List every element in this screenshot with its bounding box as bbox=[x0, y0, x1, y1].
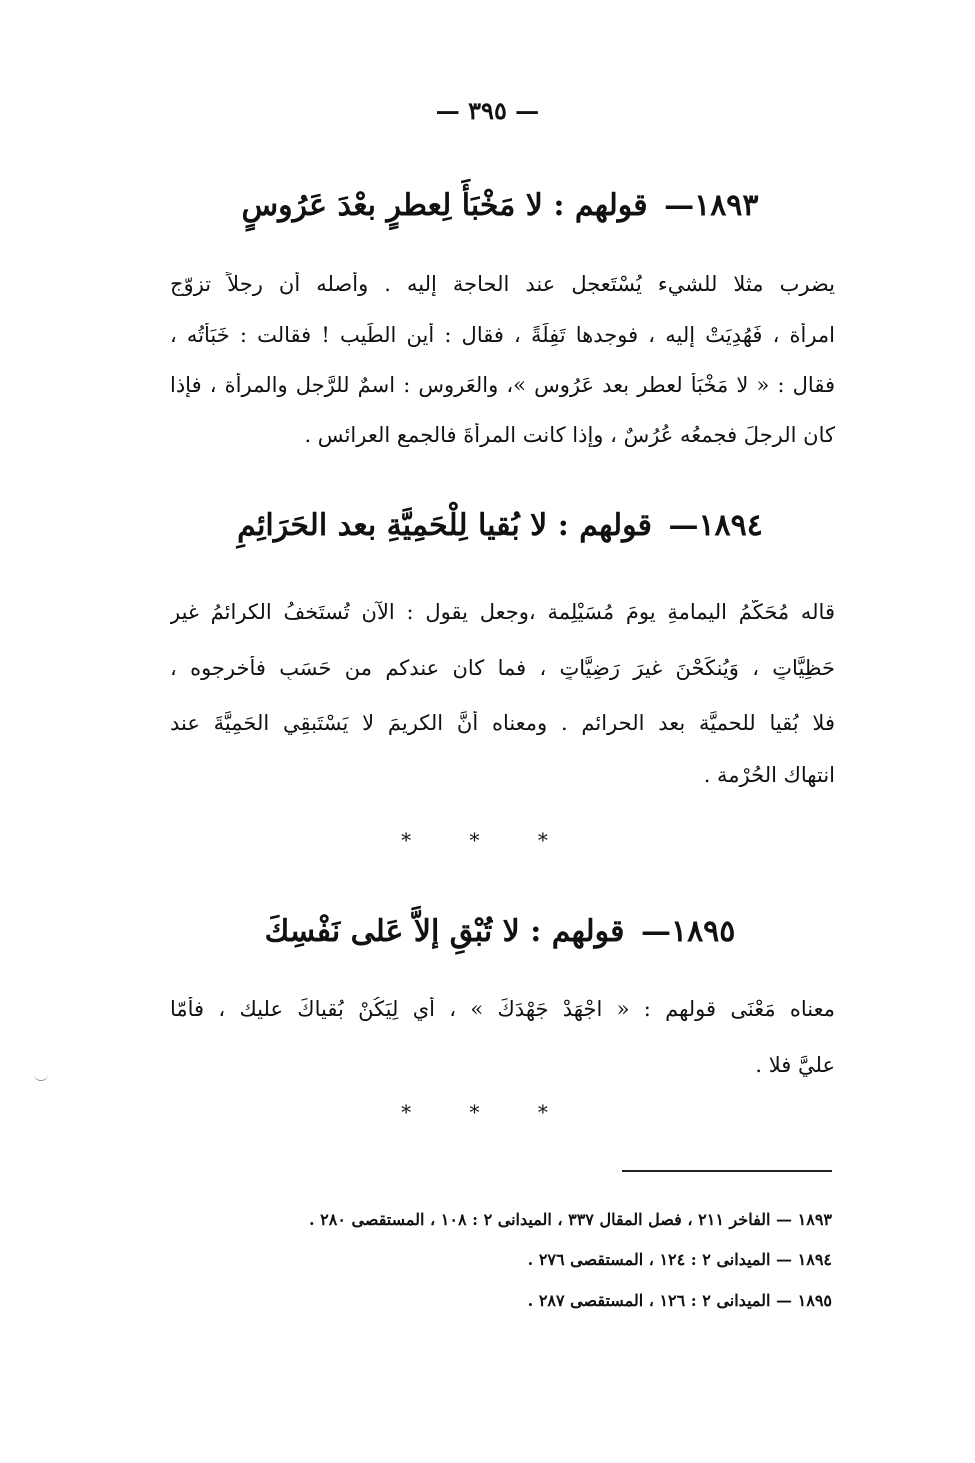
page-number: — ٣٩٥ — bbox=[435, 96, 540, 125]
entry-1893-line-2: امرأة ، فَهُدِيَتْ إليه ، فوجدها تَفِلَةً ، فقال : أين الطِّيب ! فقالت : خَبَأْتُه ، bbox=[170, 323, 835, 347]
entry-title: قولهم : لا مَخْبَأَ لِعطرٍ بعْدَ عَرُوسٍ bbox=[241, 188, 648, 223]
entry-number: ١٨٩٥— bbox=[640, 914, 736, 949]
footnote-rule bbox=[622, 1170, 832, 1172]
entry-1894-line-2: حَظِيَّاتٍ ، وَيُنكَحْنَ غيرَ رَضِيَّاتٍ ، فما كان عندكم من حَسَبٍ فأخرِجوه ، bbox=[170, 656, 835, 680]
entry-1895-line-2: عليَّ فلا . bbox=[755, 1053, 835, 1077]
entry-1894-line-3: فلا بُقيا للحميَّة بعد الحرائم . ومعناه أنَّ الكريمَ لا يَسْتَبقِي الحَمِيَّةَ عند bbox=[170, 711, 835, 735]
entry-number: ١٨٩٤— bbox=[668, 508, 763, 543]
entry-title: قولهم : لا تُبْقِ إلاَّ عَلى نَفْسِكَ bbox=[264, 914, 625, 949]
entry-heading-1894 bbox=[160, 508, 840, 543]
entry-1893-line-4: كان الرجلَ فجمعُه عُرُسٌ ، وإذا كانت المرأةَ فالجمع العرائس . bbox=[304, 423, 835, 447]
margin-mark bbox=[34, 1074, 48, 1081]
footnote-1894: ١٨٩٤ — الميدانى ٢ : ١٢٤ ، المستقصى ٢٧٦ . bbox=[527, 1250, 832, 1269]
footnote-1893: ١٨٩٣ — الفاخر ٢١١ ، فصل المقال ٣٣٧ ، الميدانى ٢ : ١٠٨ ، المستقصى ٢٨٠ . bbox=[308, 1210, 832, 1229]
entry-1893-line-3: فقال : « لا مَخْبَأَ لعطرٍ بعد عَرُوسٍ »، والعَروس : اسمٌ للرَّجل والمرأة ، فإذا bbox=[170, 373, 835, 397]
section-separator: * * * bbox=[401, 828, 574, 852]
section-separator: * * * bbox=[401, 1100, 574, 1124]
entry-number: ١٨٩٣— bbox=[664, 188, 759, 223]
entry-1893-line-1: يضرب مثلا للشيء يُسْتَعجل عند الحاجة إليه . وأصله أن رجلاً تزوّج bbox=[170, 272, 835, 296]
entry-heading-1893 bbox=[160, 188, 840, 223]
entry-1894-line-1: قاله مُحَكَّمُ اليمامةِ يومَ مُسَيْلِمة ،وجعل يقول : الآن تُستَخفُ الكرائمُ غير bbox=[170, 600, 835, 624]
entry-title: قولهم : لا بُقيا لِلْحَمِيَّةِ بعد الحَرَائِمِ bbox=[237, 508, 652, 543]
footnote-1895: ١٨٩٥ — الميدانى ٢ : ١٢٦ ، المستقصى ٢٨٧ . bbox=[527, 1291, 832, 1310]
entry-1895-line-1: معناه مَعْنَى قولهم : « اجْهَدْ جَهْدَكَ » ، أي لِيَكُنْ بُقياكَ عليك ، فأمّا bbox=[170, 997, 835, 1021]
entry-1894-line-4: انتهاك الحُرْمة . bbox=[703, 763, 835, 787]
entry-heading-1895 bbox=[160, 914, 840, 949]
